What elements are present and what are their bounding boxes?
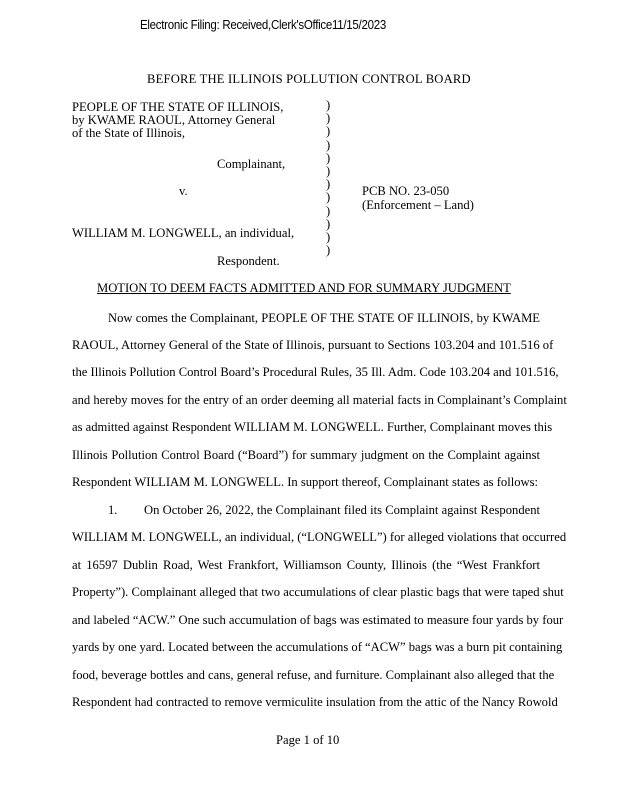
body-line: food, beverage bottles and cans, general refuse, and furniture. Complainant also alleged that the bbox=[72, 668, 555, 682]
body-line: yards by one yard. Located between the accumulations of “ACW” bags was a burn pit containing bbox=[72, 640, 563, 654]
body-line: RAOUL, Attorney General of the State of Illinois, pursuant to Sections 103.204 and 101.516 of bbox=[72, 338, 554, 352]
defendant-role: Respondent. bbox=[217, 254, 280, 268]
body-line: Respondent had contracted to remove vermiculite insulation from the attic of the Nancy Rowold bbox=[72, 695, 558, 709]
motion-title: MOTION TO DEEM FACTS ADMITTED AND FOR SUMMARY JUDGMENT bbox=[97, 281, 511, 295]
defendant: WILLIAM M. LONGWELL, an individual, bbox=[72, 226, 295, 240]
body-line: at 16597 Dublin Road, West Frankfort, Williamson County, Illinois (the “West Frankfort bbox=[72, 558, 540, 572]
filing-stamp: Electronic Filing: Received,Clerk'sOffice11/15/2023 bbox=[140, 18, 386, 32]
court-heading: BEFORE THE ILLINOIS POLLUTION CONTROL BOARD bbox=[147, 72, 471, 86]
body-line: On October 26, 2022, the Complainant filed its Complaint against Respondent bbox=[144, 503, 540, 517]
page-number: Page 1 of 10 bbox=[276, 733, 340, 747]
body-line: and hereby moves for the entry of an order deeming all material facts in Complainant’s Complaint bbox=[72, 393, 567, 407]
body-line: Illinois Pollution Control Board (“Board”) for summary judgment on the Complaint against bbox=[72, 448, 540, 462]
case-type: (Enforcement – Land) bbox=[362, 198, 474, 212]
body-line: Now comes the Complainant, PEOPLE OF THE STATE OF ILLINOIS, by KWAME bbox=[108, 311, 540, 325]
paragraph-number: 1. bbox=[108, 503, 118, 517]
body-line: as admitted against Respondent WILLIAM M. LONGWELL. Further, Complainant moves this bbox=[72, 420, 553, 434]
caption-parentheses: ) ) ) ) ) ) ) ) ) ) ) ) bbox=[326, 98, 331, 258]
body-line: Respondent WILLIAM M. LONGWELL. In support thereof, Complainant states as follows: bbox=[72, 475, 538, 489]
plaintiff-line-3: of the State of Illinois, bbox=[72, 126, 185, 140]
case-number: PCB NO. 23-050 bbox=[362, 184, 450, 198]
body-line: Property”). Complainant alleged that two accumulations of clear plastic bags that were taped shut bbox=[72, 585, 564, 599]
plaintiff-role: Complainant, bbox=[217, 157, 286, 171]
body-line: WILLIAM M. LONGWELL, an individual, (“LONGWELL”) for alleged violations that occurred bbox=[72, 530, 567, 544]
body-line: the Illinois Pollution Control Board’s Procedural Rules, 35 Ill. Adm. Code 103.204 and 101.516, bbox=[72, 365, 559, 379]
plaintiff-line-2: by KWAME RAOUL, Attorney General bbox=[72, 113, 276, 127]
versus: v. bbox=[179, 184, 188, 198]
plaintiff-line-1: PEOPLE OF THE STATE OF ILLINOIS, bbox=[72, 100, 284, 114]
body-line: and labeled “ACW.” One such accumulation of bags was estimated to measure four yards by four bbox=[72, 613, 564, 627]
